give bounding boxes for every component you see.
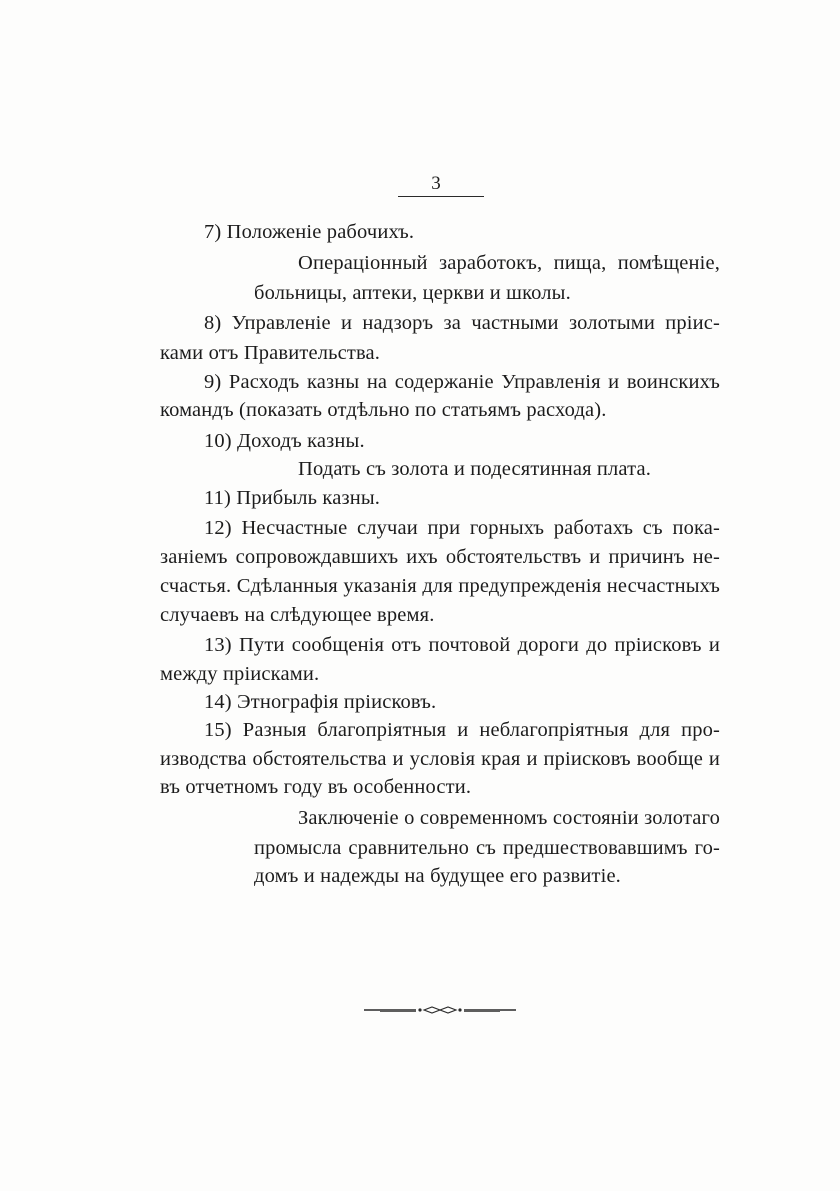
item-7-heading: 7) Положеніе рабочихъ. bbox=[204, 221, 415, 243]
item-8-line-2: ками отъ Правительства. bbox=[160, 342, 381, 364]
ornament-divider bbox=[360, 1000, 520, 1020]
item-12-line-3: счастья. Сдѣланныя указанія для предупрежденія несчастныхъ bbox=[160, 575, 720, 597]
page-number-rule bbox=[398, 196, 484, 197]
item-14-heading: 14) Этнографія пріисковъ. bbox=[204, 691, 437, 713]
conclusion-line-2: промысла сравнительно съ предшествовавшимъ го- bbox=[254, 837, 720, 859]
item-13-line-2: между пріисками. bbox=[160, 663, 320, 685]
item-8-line-1: 8) Управленіе и надзоръ за частными золотыми пріис- bbox=[204, 312, 720, 334]
item-12-line-1: 12) Несчастные случаи при горныхъ работахъ съ пока- bbox=[204, 517, 720, 539]
item-9-line-1: 9) Расходъ казны на содержаніе Управленія и воинскихъ bbox=[204, 371, 720, 393]
item-15-line-1: 15) Разныя благопріятныя и неблагопріятныя для про- bbox=[204, 719, 720, 741]
item-12-line-4: случаевъ на слѣдующее время. bbox=[160, 604, 435, 626]
page-number: 3 bbox=[431, 173, 441, 194]
item-15-line-3: въ отчетномъ году въ особенности. bbox=[160, 776, 472, 798]
conclusion-line-3: домъ и надежды на будущее его развитіе. bbox=[254, 865, 621, 887]
conclusion-line-1: Заключеніе о современномъ состояніи золотаго bbox=[298, 807, 720, 829]
item-10-subline: Подать съ золота и подесятинная плата. bbox=[298, 458, 652, 480]
item-12-line-2: заніемъ сопровождавшихъ ихъ обстоятельствъ и причинъ не- bbox=[160, 546, 720, 568]
item-11-heading: 11) Прибыль казны. bbox=[204, 487, 381, 509]
item-15-line-2: изводства обстоятельства и условія края и пріисковъ вообще и bbox=[160, 748, 720, 770]
item-10-heading: 10) Доходъ казны. bbox=[204, 430, 365, 452]
item-7-subline-2: больницы, аптеки, церкви и школы. bbox=[254, 282, 571, 304]
item-9-line-2: командъ (показать отдѣльно по статьямъ расхода). bbox=[160, 399, 607, 421]
item-7-subline-1: Операціонный заработокъ, пища, помѣщеніе, bbox=[298, 252, 720, 274]
item-13-line-1: 13) Пути сообщенія отъ почтовой дороги до прiисковъ и bbox=[204, 634, 720, 656]
